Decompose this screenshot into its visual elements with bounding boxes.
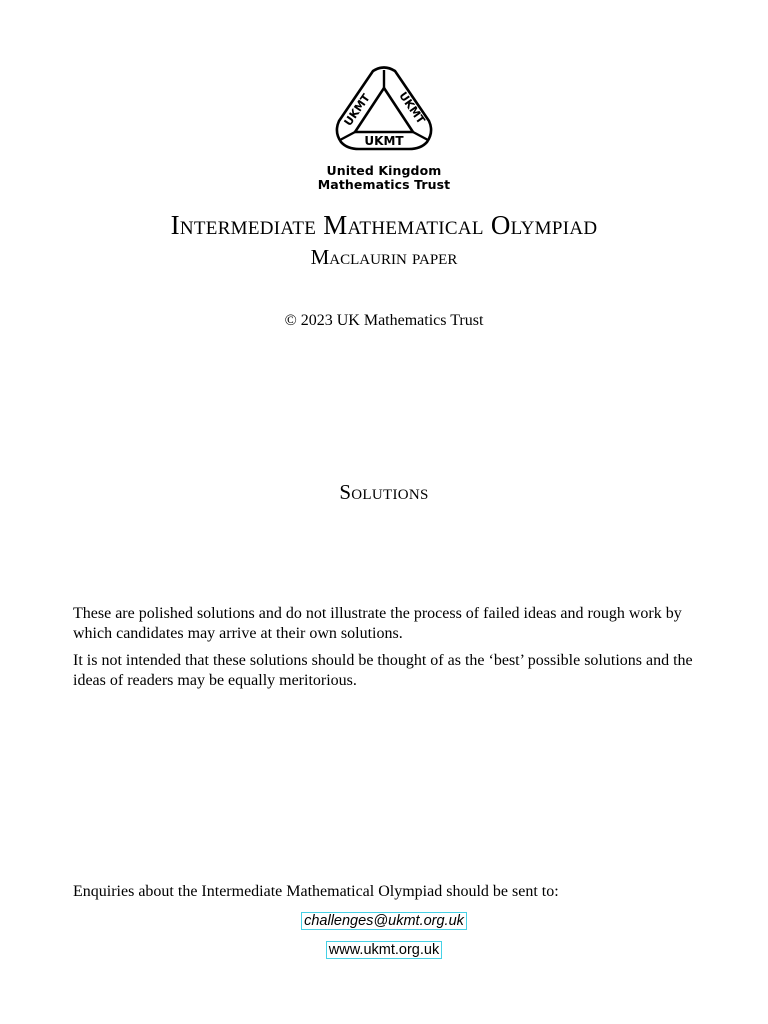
email-link[interactable]: challenges@ukmt.org.uk <box>301 912 467 930</box>
email-link-row <box>0 912 768 930</box>
website-link[interactable]: www.ukmt.org.uk <box>326 941 442 959</box>
organization-name <box>318 164 450 192</box>
org-name-line2: Mathematics Trust <box>317 177 451 192</box>
page-title: Intermediate Mathematical Olympiad <box>170 210 598 240</box>
page-subtitle: Maclaurin paper <box>310 245 458 269</box>
copyright-notice: © 2023 UK Mathematics Trust <box>284 312 484 329</box>
enquiries-text: Enquiries about the Intermediate Mathematical Olympiad should be sent to: <box>73 883 559 900</box>
website-link-row <box>0 941 768 959</box>
intro-paragraph-1: These are polished solutions and do not illustrate the process of failed ideas and rough work by which candidates may arrive at their own solutions. <box>73 605 682 642</box>
ukmt-logo <box>0 66 768 192</box>
org-name-line1: United Kingdom <box>326 163 442 178</box>
logo-bottom-text: UKMT <box>364 134 404 148</box>
intro-text <box>73 604 698 698</box>
ukmt-logo-icon <box>333 66 435 158</box>
logo-right-text: UKMT <box>396 89 428 127</box>
intro-paragraph-2: It is not intended that these solutions should be thought of as the ‘best’ possible solutions and the ideas of readers may be equally meritorious. <box>73 652 693 689</box>
logo-left-text: UKMT <box>341 91 373 129</box>
solutions-heading: Solutions <box>339 480 429 504</box>
